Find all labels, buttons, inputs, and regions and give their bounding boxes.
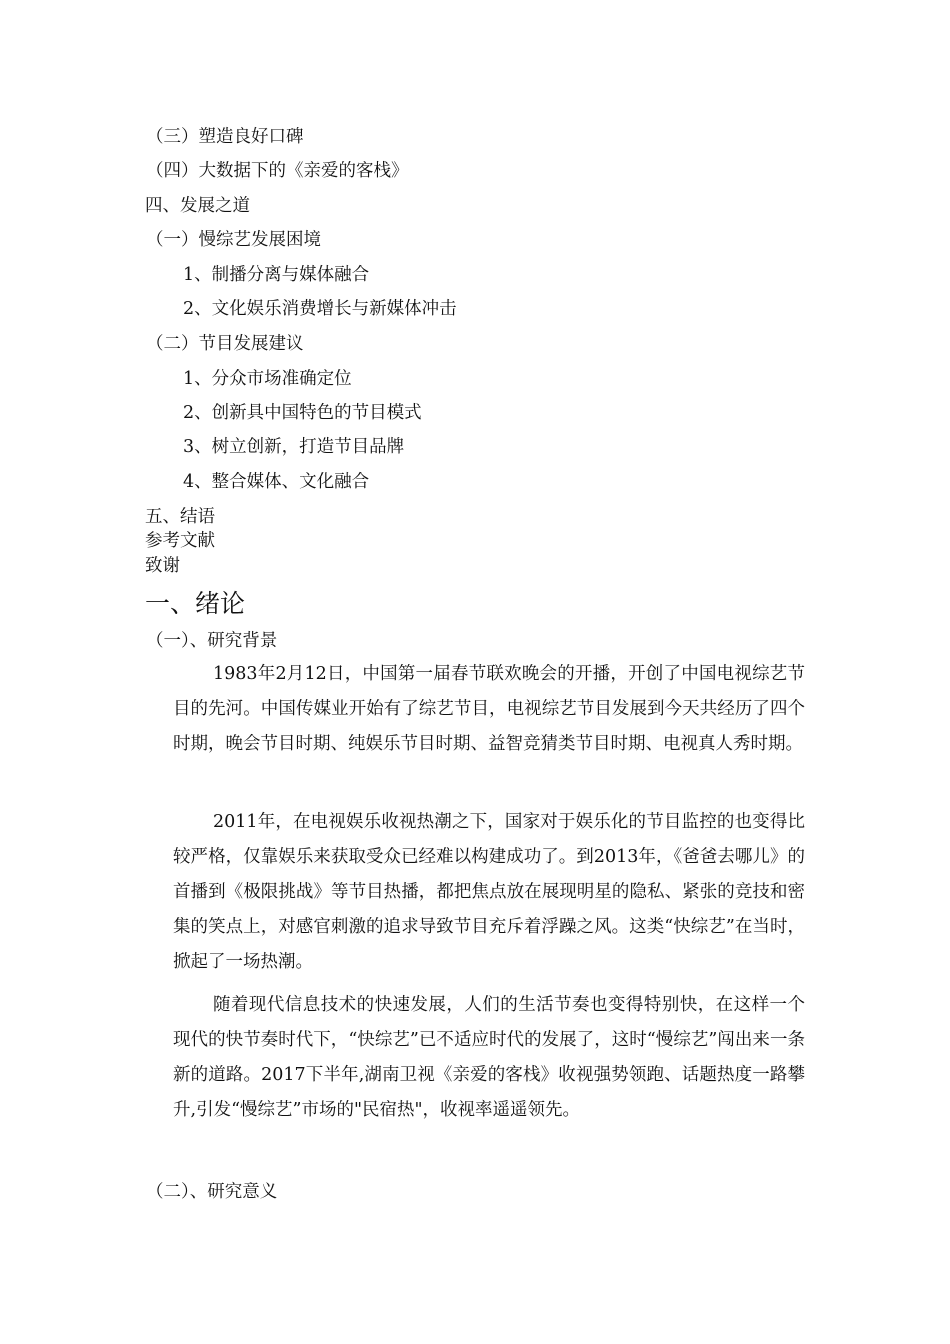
toc-item-4-1-1[interactable]: 1、制播分离与媒体融合 <box>183 265 370 285</box>
toc-item-4-2[interactable]: （二）节目发展建议 <box>146 334 304 354</box>
toc-item-4-1[interactable]: （一）慢综艺发展困境 <box>146 230 321 250</box>
paragraph-3: 随着现代信息技术的快速发展，人们的生活节奏也变得特别快，在这样一个现代的快节奏时代下，“快综艺”已不适应时代的发展了，这时“慢综艺”闯出来一条新的道路。2017下半年,湖南卫视《亲爱的客栈》收视强势领跑、话题热度一路攀升,引发“慢综艺”市场的"民宿热"，收视率遥遥领先。 <box>173 995 805 1120</box>
toc-acknowledgements[interactable]: 致谢 <box>145 556 180 576</box>
paragraph-2: 2011年，在电视娱乐收视热潮之下，国家对于娱乐化的节目监控的也变得比较严格，仅靠娱乐来获取受众已经难以构建成功了。到2013年，《爸爸去哪儿》的首播到《极限挑战》等节目热播，都把焦点放在展现明星的隐私、紧张的竞技和密集的笑点上，对感官刺激的追求导致节目充斥着浮躁之风。这类“快综艺”在当时，掀起了一场热潮。 <box>173 812 805 972</box>
toc-references[interactable]: 参考文献 <box>145 531 215 551</box>
toc-item-4-2-4[interactable]: 4、整合媒体、文化融合 <box>183 472 370 492</box>
toc-section-5[interactable]: 五、结语 <box>145 507 215 527</box>
toc-item-4-1-2[interactable]: 2、文化娱乐消费增长与新媒体冲击 <box>183 299 457 319</box>
toc-item-4-2-3[interactable]: 3、树立创新，打造节目品牌 <box>183 437 405 457</box>
paragraph-1: 1983年2月12日，中国第一届春节联欢晚会的开播，开创了中国电视综艺节目的先河。中国传媒业开始有了综艺节目，电视综艺节目发展到今天共经历了四个时期，晚会节目时期、纯娱乐节目时期、益智竞猜类节目时期、电视真人秀时期。 <box>173 664 805 754</box>
toc-item-3-4[interactable]: （四）大数据下的《亲爱的客栈》 <box>146 161 409 181</box>
toc-item-4-2-1[interactable]: 1、分众市场准确定位 <box>183 369 352 389</box>
toc-section-4[interactable]: 四、发展之道 <box>145 196 250 216</box>
section-heading-background: （一）、研究背景 <box>146 631 278 651</box>
section-heading-significance: （二）、研究意义 <box>146 1182 278 1202</box>
toc-item-3-3[interactable]: （三）塑造良好口碑 <box>146 127 304 147</box>
toc-item-4-2-2[interactable]: 2、创新具中国特色的节目模式 <box>183 403 422 423</box>
chapter-title: 一、绪论 <box>145 589 246 618</box>
